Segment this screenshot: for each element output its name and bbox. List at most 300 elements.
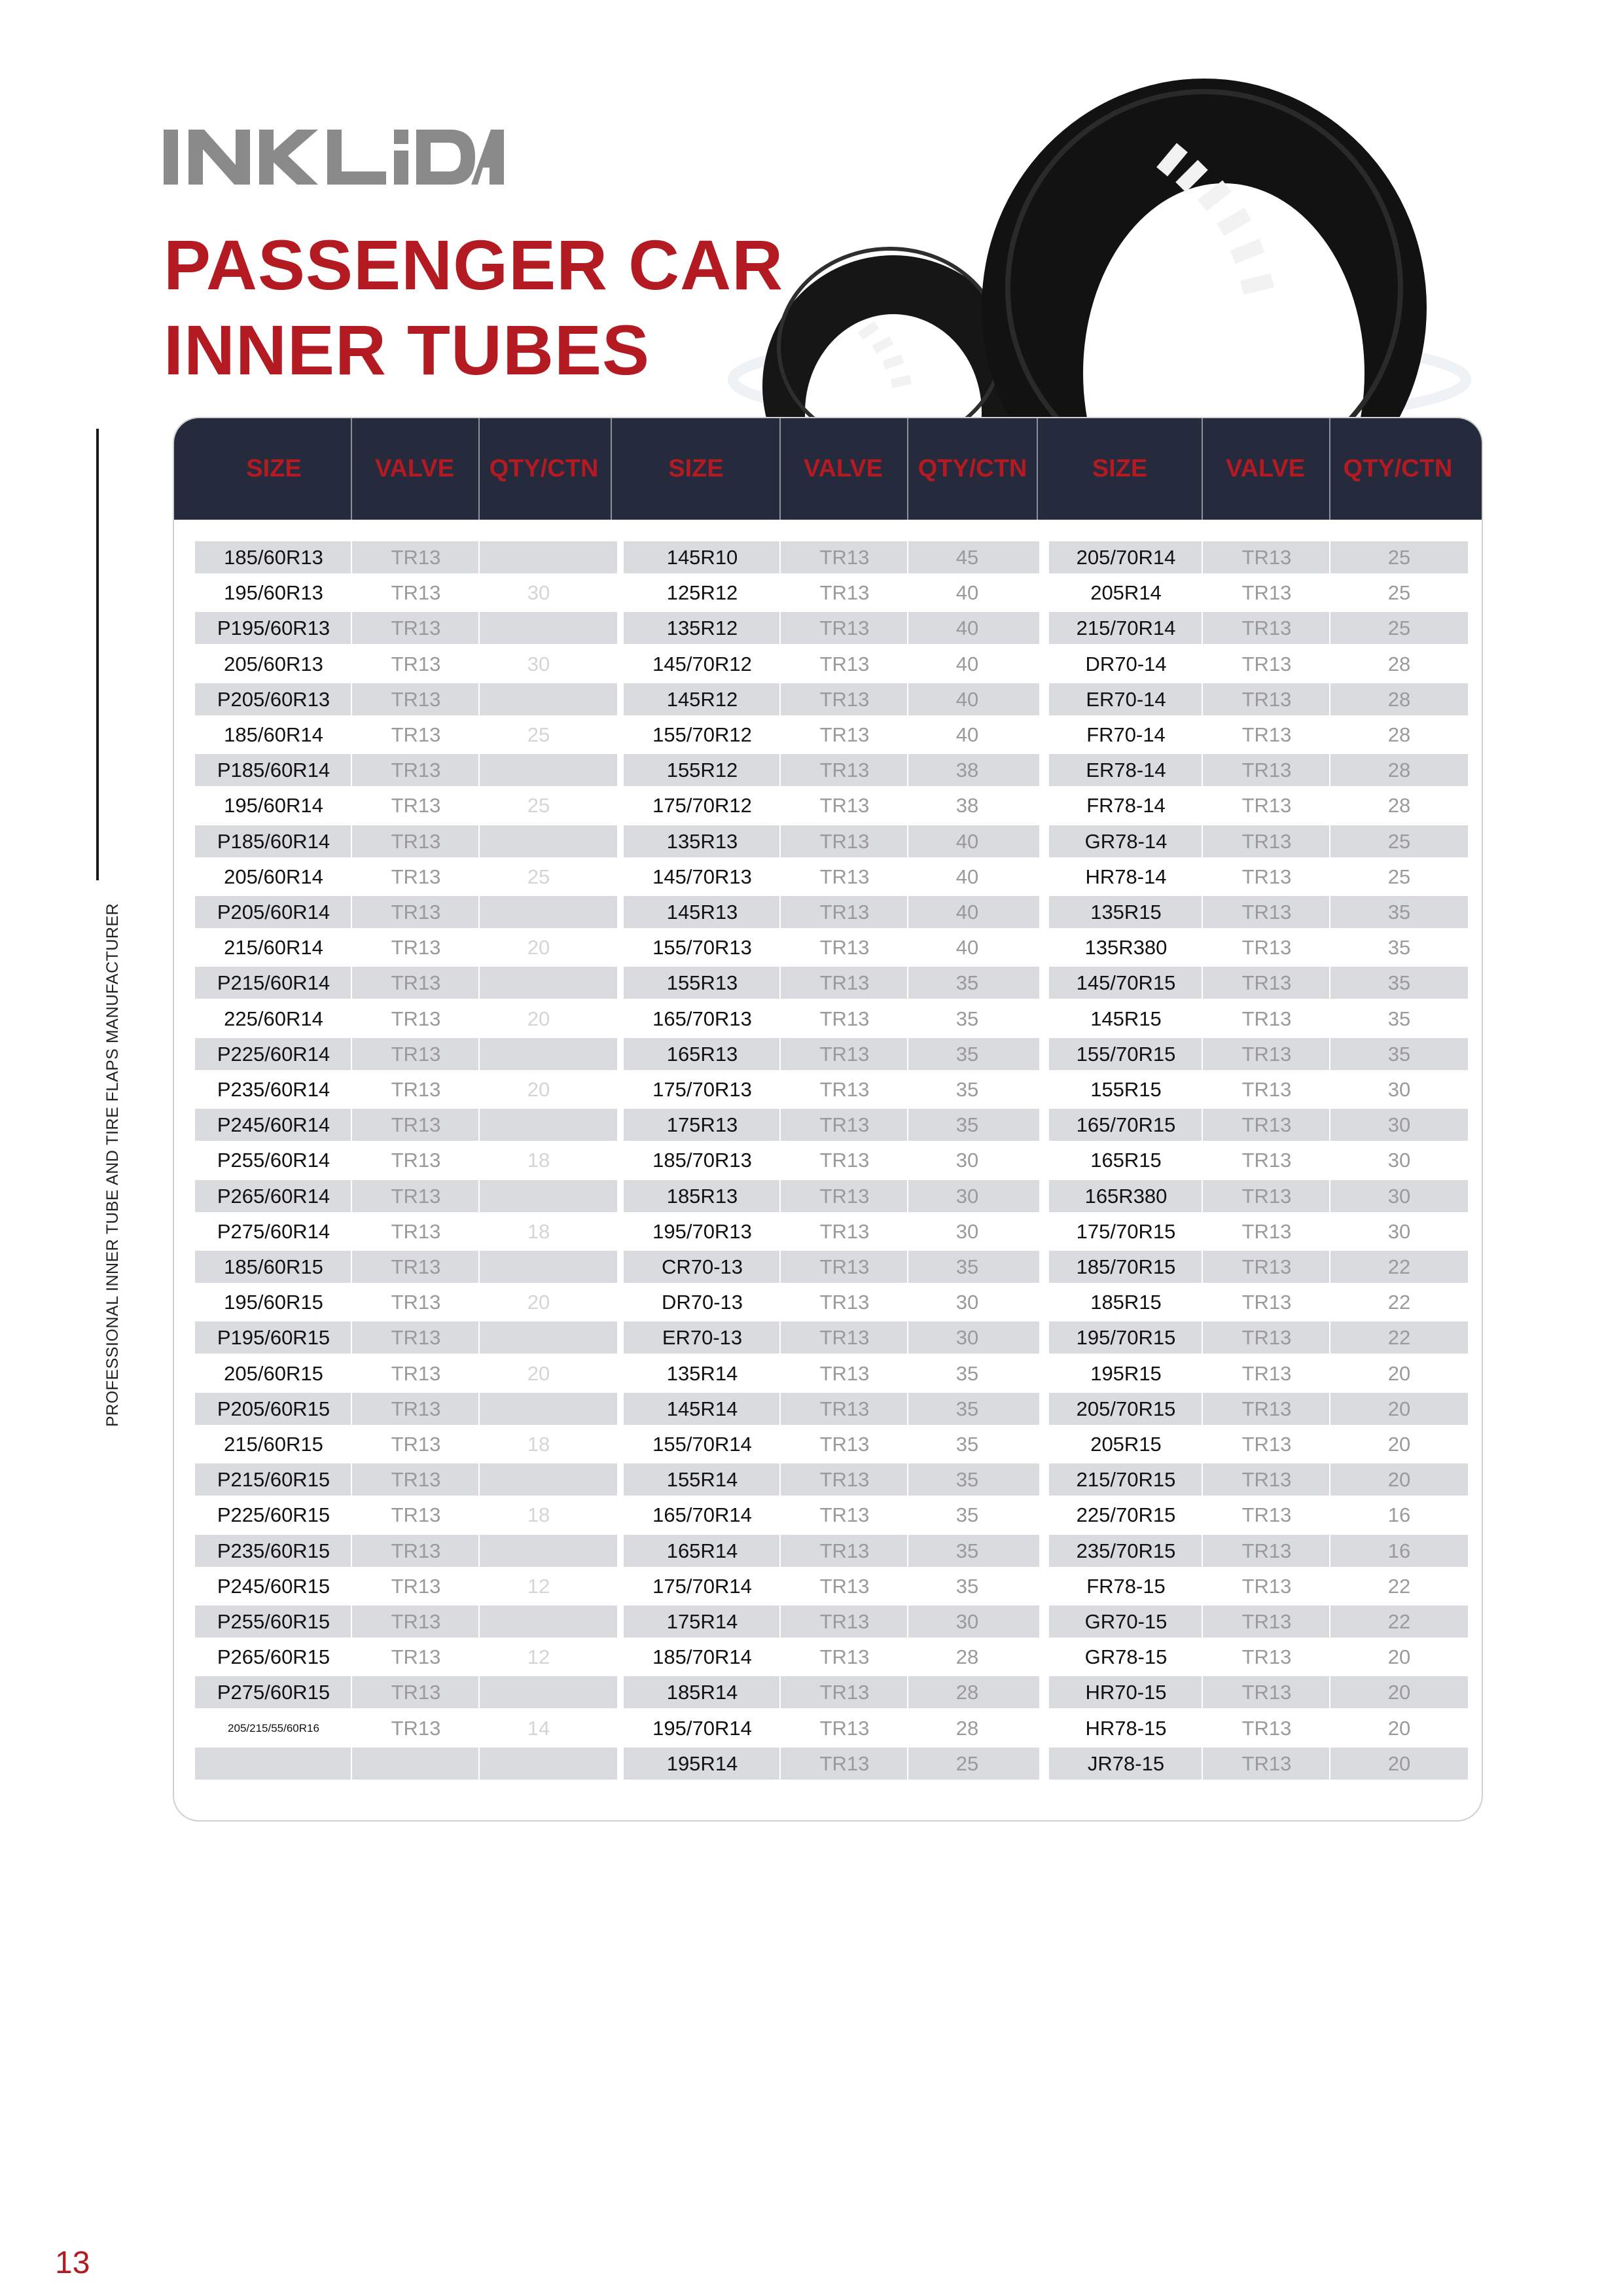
qty-cell: 20	[1387, 1645, 1411, 1669]
qty-cell: 35	[955, 1574, 979, 1598]
size-cell: 195/70R13	[652, 1219, 752, 1243]
valve-cell: TR13	[391, 723, 441, 746]
size-cell: CR70-13	[661, 1255, 743, 1278]
size-cell: FR70-14	[1086, 723, 1166, 746]
valve-cell: TR13	[819, 829, 870, 853]
valve-cell: TR13	[1241, 723, 1292, 746]
qty-cell: 35	[1387, 1042, 1411, 1066]
qty-cell	[480, 541, 597, 573]
valve-cell: TR13	[1241, 1397, 1292, 1420]
qty-cell	[480, 1251, 597, 1283]
valve-cell: TR13	[819, 1361, 870, 1385]
valve-cell: TR13	[391, 1255, 441, 1278]
size-cell: FR78-14	[1086, 794, 1166, 817]
qty-cell: 35	[1387, 936, 1411, 960]
size-cell: 215/60R15	[224, 1433, 323, 1456]
table-row	[174, 541, 1482, 573]
size-cell: 185/70R15	[1076, 1255, 1176, 1278]
table-row	[174, 931, 1482, 963]
valve-cell: TR13	[1241, 617, 1292, 640]
valve-cell: TR13	[819, 1681, 870, 1704]
qty-cell: 40	[955, 687, 979, 711]
size-cell: 135R12	[666, 617, 738, 640]
size-cell: 215/70R15	[1076, 1468, 1176, 1492]
qty-cell: 35	[955, 1468, 979, 1492]
valve-cell: TR13	[1241, 1433, 1292, 1456]
size-cell: 165/70R13	[652, 1007, 752, 1030]
valve-cell: TR13	[1241, 901, 1292, 924]
header-valve-1: VALVE	[374, 455, 455, 482]
qty-cell: 40	[955, 865, 979, 888]
valve-cell: TR13	[1241, 1645, 1292, 1669]
size-cell: P235/60R15	[217, 1539, 330, 1562]
size-cell: 145R14	[666, 1397, 738, 1420]
size-cell: 205/70R14	[1076, 546, 1176, 569]
size-cell: 185/60R13	[224, 546, 323, 569]
valve-cell: TR13	[391, 936, 441, 960]
qty-cell: 30	[955, 1610, 979, 1633]
qty-cell: 35	[955, 1433, 979, 1456]
size-cell: DR70-13	[661, 1291, 743, 1314]
size-cell: HR78-15	[1085, 1716, 1167, 1740]
valve-cell: TR13	[1241, 829, 1292, 853]
qty-cell	[480, 967, 597, 999]
table-row	[174, 1251, 1482, 1283]
valve-cell: TR13	[819, 723, 870, 746]
table-row	[174, 1641, 1482, 1673]
table-row	[174, 1535, 1482, 1567]
table-row	[174, 1748, 1482, 1780]
size-cell	[195, 1748, 352, 1780]
qty-cell: 30	[1387, 1078, 1411, 1101]
valve-cell: TR13	[1241, 652, 1292, 675]
qty-cell: 35	[955, 1503, 979, 1527]
qty-cell: 18	[527, 1433, 550, 1456]
page-number: 13	[55, 2246, 90, 2280]
valve-cell: TR13	[819, 1397, 870, 1420]
valve-cell: TR13	[1241, 794, 1292, 817]
qty-cell	[480, 612, 597, 644]
qty-cell: 18	[527, 1149, 550, 1172]
qty-cell: 28	[1387, 652, 1411, 675]
header-qty-3: QTY/CTN	[1343, 455, 1453, 482]
qty-cell: 20	[527, 1361, 550, 1385]
valve-cell: TR13	[1241, 1503, 1292, 1527]
valve-cell: TR13	[819, 1433, 870, 1456]
title-line-2: INNER TUBES	[164, 310, 651, 389]
size-cell: HR70-15	[1085, 1681, 1167, 1704]
valve-cell: TR13	[391, 971, 441, 995]
size-cell: JR78-15	[1087, 1751, 1165, 1775]
qty-cell: 20	[1387, 1361, 1411, 1385]
qty-cell: 20	[527, 1078, 550, 1101]
qty-cell: 30	[1387, 1219, 1411, 1243]
valve-cell: TR13	[1241, 1361, 1292, 1385]
qty-cell	[480, 1109, 597, 1141]
size-cell: P195/60R15	[217, 1326, 330, 1350]
table-row	[174, 1463, 1482, 1496]
size-cell: 155R13	[666, 971, 738, 995]
table-row	[174, 683, 1482, 715]
size-cell: 215/70R14	[1076, 617, 1176, 640]
size-cell: 185/60R15	[224, 1255, 323, 1278]
inner-tubes-image	[707, 72, 1479, 439]
qty-cell: 35	[1387, 901, 1411, 924]
qty-cell: 30	[1387, 1184, 1411, 1208]
qty-cell: 25	[1387, 617, 1411, 640]
valve-cell: TR13	[391, 617, 441, 640]
qty-cell: 28	[955, 1681, 979, 1704]
qty-cell	[480, 1463, 597, 1496]
table-row	[174, 1393, 1482, 1425]
table-row	[174, 1180, 1482, 1212]
size-cell: 195/60R15	[224, 1291, 323, 1314]
size-cell: 175/70R13	[652, 1078, 752, 1101]
qty-cell	[480, 1038, 597, 1070]
size-cell: 195/60R14	[224, 794, 323, 817]
qty-cell: 35	[955, 1539, 979, 1562]
size-cell: 165R380	[1084, 1184, 1168, 1208]
size-cell: 145R10	[666, 546, 738, 569]
qty-cell: 28	[955, 1716, 979, 1740]
valve-cell: TR13	[1241, 1610, 1292, 1633]
valve-cell: TR13	[391, 1007, 441, 1030]
qty-cell: 40	[955, 901, 979, 924]
qty-cell: 30	[527, 581, 550, 605]
valve-cell: TR13	[819, 1113, 870, 1137]
qty-cell: 22	[1387, 1291, 1411, 1314]
table-row	[174, 719, 1482, 751]
valve-cell: TR13	[391, 759, 441, 782]
qty-cell: 20	[1387, 1751, 1411, 1775]
valve-cell: TR13	[391, 1610, 441, 1633]
qty-cell: 16	[1387, 1503, 1411, 1527]
size-cell: 145/70R13	[652, 865, 752, 888]
qty-cell: 35	[955, 1078, 979, 1101]
size-cell: 165R15	[1090, 1149, 1162, 1172]
size-cell: 135R14	[666, 1361, 738, 1385]
qty-cell: 30	[955, 1184, 979, 1208]
valve-cell: TR13	[391, 1468, 441, 1492]
size-cell: 165R13	[666, 1042, 738, 1066]
table-row	[174, 1286, 1482, 1318]
table-row	[174, 1676, 1482, 1708]
header-qty-2: QTY/CTN	[918, 455, 1027, 482]
qty-cell: 35	[955, 1361, 979, 1385]
valve-cell: TR13	[1241, 1113, 1292, 1137]
valve-cell: TR13	[1241, 1574, 1292, 1598]
qty-cell: 35	[955, 1255, 979, 1278]
qty-cell: 22	[1387, 1255, 1411, 1278]
size-cell: P245/60R14	[217, 1113, 330, 1137]
size-cell: 195/70R15	[1076, 1326, 1176, 1350]
size-cell: P265/60R14	[217, 1184, 330, 1208]
qty-cell	[480, 1748, 597, 1780]
table-row	[174, 1428, 1482, 1460]
valve-cell: TR13	[819, 1007, 870, 1030]
size-cell: 135R13	[666, 829, 738, 853]
size-cell: 125R12	[666, 581, 738, 605]
header-size-1: SIZE	[246, 455, 302, 482]
qty-cell: 30	[1387, 1113, 1411, 1137]
table-row	[174, 1144, 1482, 1176]
table-row	[174, 648, 1482, 680]
header-qty-1: QTY/CTN	[489, 455, 599, 482]
qty-cell: 40	[955, 829, 979, 853]
size-cell: P255/60R15	[217, 1610, 330, 1633]
size-cell: 165/70R14	[652, 1503, 752, 1527]
table-row	[174, 1499, 1482, 1531]
size-cell: 145R15	[1090, 1007, 1162, 1030]
qty-cell: 40	[955, 723, 979, 746]
qty-cell	[480, 1535, 597, 1567]
valve-cell: TR13	[819, 546, 870, 569]
size-cell: P245/60R15	[217, 1574, 330, 1598]
valve-cell: TR13	[391, 1574, 441, 1598]
valve-cell: TR13	[391, 1645, 441, 1669]
valve-cell: TR13	[1241, 1149, 1292, 1172]
size-cell: P205/60R15	[217, 1397, 330, 1420]
valve-cell: TR13	[1241, 1007, 1292, 1030]
size-cell: ER78-14	[1086, 759, 1166, 782]
table-row	[174, 896, 1482, 928]
size-cell: 145R12	[666, 687, 738, 711]
valve-cell: TR13	[1241, 971, 1292, 995]
size-cell: 185/70R14	[652, 1645, 752, 1669]
valve-cell: TR13	[1241, 1681, 1292, 1704]
qty-cell: 45	[955, 546, 979, 569]
size-cell: P265/60R15	[217, 1645, 330, 1669]
valve-cell: TR13	[391, 1503, 441, 1527]
size-cell: 155/70R13	[652, 936, 752, 960]
size-cell: 135R380	[1084, 936, 1168, 960]
qty-cell: 14	[527, 1716, 550, 1740]
valve-cell: TR13	[819, 794, 870, 817]
valve-cell: TR13	[1241, 1539, 1292, 1562]
qty-cell: 22	[1387, 1326, 1411, 1350]
inklida-logo	[164, 124, 504, 190]
valve-cell: TR13	[819, 865, 870, 888]
valve-cell: TR13	[819, 652, 870, 675]
valve-cell: TR13	[819, 1291, 870, 1314]
size-cell: P215/60R15	[217, 1468, 330, 1492]
table-row	[174, 1073, 1482, 1105]
size-cell: 205/215/55/60R16	[228, 1721, 319, 1734]
qty-cell: 28	[1387, 794, 1411, 817]
valve-cell: TR13	[819, 1539, 870, 1562]
size-cell: 145/70R12	[652, 652, 752, 675]
table-row	[174, 1605, 1482, 1638]
size-cell: 205/60R15	[224, 1361, 323, 1385]
size-cell: 185R15	[1090, 1291, 1162, 1314]
size-cell: P255/60R14	[217, 1149, 330, 1172]
valve-cell: TR13	[391, 901, 441, 924]
qty-cell: 20	[527, 1291, 550, 1314]
valve-cell: TR13	[391, 1433, 441, 1456]
valve-cell: TR13	[391, 829, 441, 853]
valve-cell: TR13	[819, 1326, 870, 1350]
qty-cell	[480, 1321, 597, 1354]
size-cell: 185/60R14	[224, 723, 323, 746]
qty-cell: 35	[1387, 971, 1411, 995]
size-cell: P225/60R14	[217, 1042, 330, 1066]
valve-cell: TR13	[1241, 936, 1292, 960]
valve-cell: TR13	[391, 1113, 441, 1137]
valve-cell: TR13	[391, 865, 441, 888]
size-cell: 175R13	[666, 1113, 738, 1137]
size-cell: 155/70R15	[1076, 1042, 1176, 1066]
size-cell: 155R15	[1090, 1078, 1162, 1101]
valve-cell: TR13	[391, 1397, 441, 1420]
size-cell: P195/60R13	[217, 617, 330, 640]
size-cell: 195R14	[666, 1751, 738, 1775]
size-cell: 155R12	[666, 759, 738, 782]
qty-cell: 12	[527, 1574, 550, 1598]
qty-cell	[480, 1180, 597, 1212]
size-cell: DR70-14	[1085, 652, 1167, 675]
size-cell: P215/60R14	[217, 971, 330, 995]
table-row	[174, 1570, 1482, 1602]
valve-cell: TR13	[391, 1361, 441, 1385]
valve-cell: TR13	[819, 1716, 870, 1740]
valve-cell: TR13	[391, 1184, 441, 1208]
valve-cell: TR13	[819, 936, 870, 960]
qty-cell: 25	[1387, 829, 1411, 853]
valve-cell: TR13	[391, 652, 441, 675]
size-cell: 175R14	[666, 1610, 738, 1633]
header-size-2: SIZE	[668, 455, 724, 482]
size-cell: 195R15	[1090, 1361, 1162, 1385]
valve-cell: TR13	[819, 1042, 870, 1066]
table-row	[174, 1712, 1482, 1744]
table-row	[174, 612, 1482, 644]
table-row	[174, 967, 1482, 999]
side-rule	[96, 429, 99, 880]
size-cell: 145R13	[666, 901, 738, 924]
valve-cell: TR13	[1241, 1468, 1292, 1492]
size-cell: 165R14	[666, 1539, 738, 1562]
qty-cell: 20	[1387, 1468, 1411, 1492]
qty-cell: 20	[527, 1007, 550, 1030]
valve-cell: TR13	[819, 1219, 870, 1243]
valve-cell: TR13	[391, 1681, 441, 1704]
qty-cell	[480, 1605, 597, 1638]
valve-cell: TR13	[819, 1149, 870, 1172]
table-row	[174, 1003, 1482, 1035]
qty-cell	[480, 683, 597, 715]
size-cell: 225/70R15	[1076, 1503, 1176, 1527]
valve-cell: TR13	[391, 1539, 441, 1562]
valve-cell: TR13	[819, 901, 870, 924]
size-cell: 155/70R14	[652, 1433, 752, 1456]
size-cell: 165/70R15	[1076, 1113, 1176, 1137]
size-cell: ER70-13	[662, 1326, 743, 1350]
size-cell: 205R14	[1090, 581, 1162, 605]
size-cell: FR78-15	[1086, 1574, 1166, 1598]
qty-cell: 40	[955, 617, 979, 640]
qty-cell: 35	[955, 971, 979, 995]
valve-cell: TR13	[391, 687, 441, 711]
header-valve-3: VALVE	[1225, 455, 1306, 482]
table-row	[174, 825, 1482, 857]
qty-cell: 20	[1387, 1716, 1411, 1740]
qty-cell	[480, 754, 597, 786]
valve-cell: TR13	[819, 1574, 870, 1598]
size-cell: 185/70R13	[652, 1149, 752, 1172]
qty-cell: 28	[955, 1645, 979, 1669]
qty-cell: 18	[527, 1219, 550, 1243]
size-cell: 175/70R12	[652, 794, 752, 817]
valve-cell: TR13	[819, 581, 870, 605]
qty-cell: 35	[1387, 1007, 1411, 1030]
qty-cell: 25	[527, 865, 550, 888]
qty-cell: 20	[1387, 1681, 1411, 1704]
valve-cell: TR13	[819, 1503, 870, 1527]
qty-cell: 35	[955, 1007, 979, 1030]
qty-cell: 30	[955, 1219, 979, 1243]
qty-cell: 38	[955, 794, 979, 817]
qty-cell: 16	[1387, 1539, 1411, 1562]
size-cell: 205R15	[1090, 1433, 1162, 1456]
header-valve-2: VALVE	[803, 455, 883, 482]
valve-cell: TR13	[1241, 1291, 1292, 1314]
valve-cell: TR13	[1241, 546, 1292, 569]
qty-cell: 20	[1387, 1397, 1411, 1420]
valve-cell: TR13	[819, 1645, 870, 1669]
table-row	[174, 754, 1482, 786]
valve-cell: TR13	[1241, 1078, 1292, 1101]
table-row	[174, 861, 1482, 893]
table-row	[174, 1038, 1482, 1070]
qty-cell: 40	[955, 581, 979, 605]
valve-cell: TR13	[819, 687, 870, 711]
qty-cell: 28	[1387, 759, 1411, 782]
qty-cell: 40	[955, 936, 979, 960]
qty-cell: 22	[1387, 1574, 1411, 1598]
valve-cell: TR13	[819, 1751, 870, 1775]
qty-cell: 35	[955, 1113, 979, 1137]
size-cell: 235/70R15	[1076, 1539, 1176, 1562]
side-caption: PROFESSIONAL INNER TUBE AND TIRE FLAPS MANUFACTURER	[103, 903, 122, 1427]
valve-cell: TR13	[1241, 1255, 1292, 1278]
qty-cell: 30	[527, 652, 550, 675]
qty-cell: 20	[527, 936, 550, 960]
table-body	[174, 418, 1482, 1820]
valve-cell: TR13	[391, 1042, 441, 1066]
valve-cell: TR13	[391, 1149, 441, 1172]
valve-cell: TR13	[391, 1078, 441, 1101]
size-cell: ER70-14	[1086, 687, 1166, 711]
size-cell: 205/60R13	[224, 652, 323, 675]
size-cell: 185R13	[666, 1184, 738, 1208]
title-line-1: PASSENGER CAR	[164, 225, 784, 304]
valve-cell: TR13	[1241, 1751, 1292, 1775]
valve-cell: TR13	[1241, 581, 1292, 605]
qty-cell: 35	[955, 1042, 979, 1066]
size-cell: 175/70R14	[652, 1574, 752, 1598]
valve-cell: TR13	[391, 1219, 441, 1243]
qty-cell: 25	[527, 723, 550, 746]
valve-cell: TR13	[819, 759, 870, 782]
size-cell: 215/60R14	[224, 936, 323, 960]
qty-cell: 40	[955, 652, 979, 675]
qty-cell: 25	[955, 1751, 979, 1775]
valve-cell: TR13	[819, 1255, 870, 1278]
table-row	[174, 1321, 1482, 1354]
size-cell: GR70-15	[1084, 1610, 1168, 1633]
size-cell: P275/60R15	[217, 1681, 330, 1704]
qty-cell: 30	[955, 1326, 979, 1350]
